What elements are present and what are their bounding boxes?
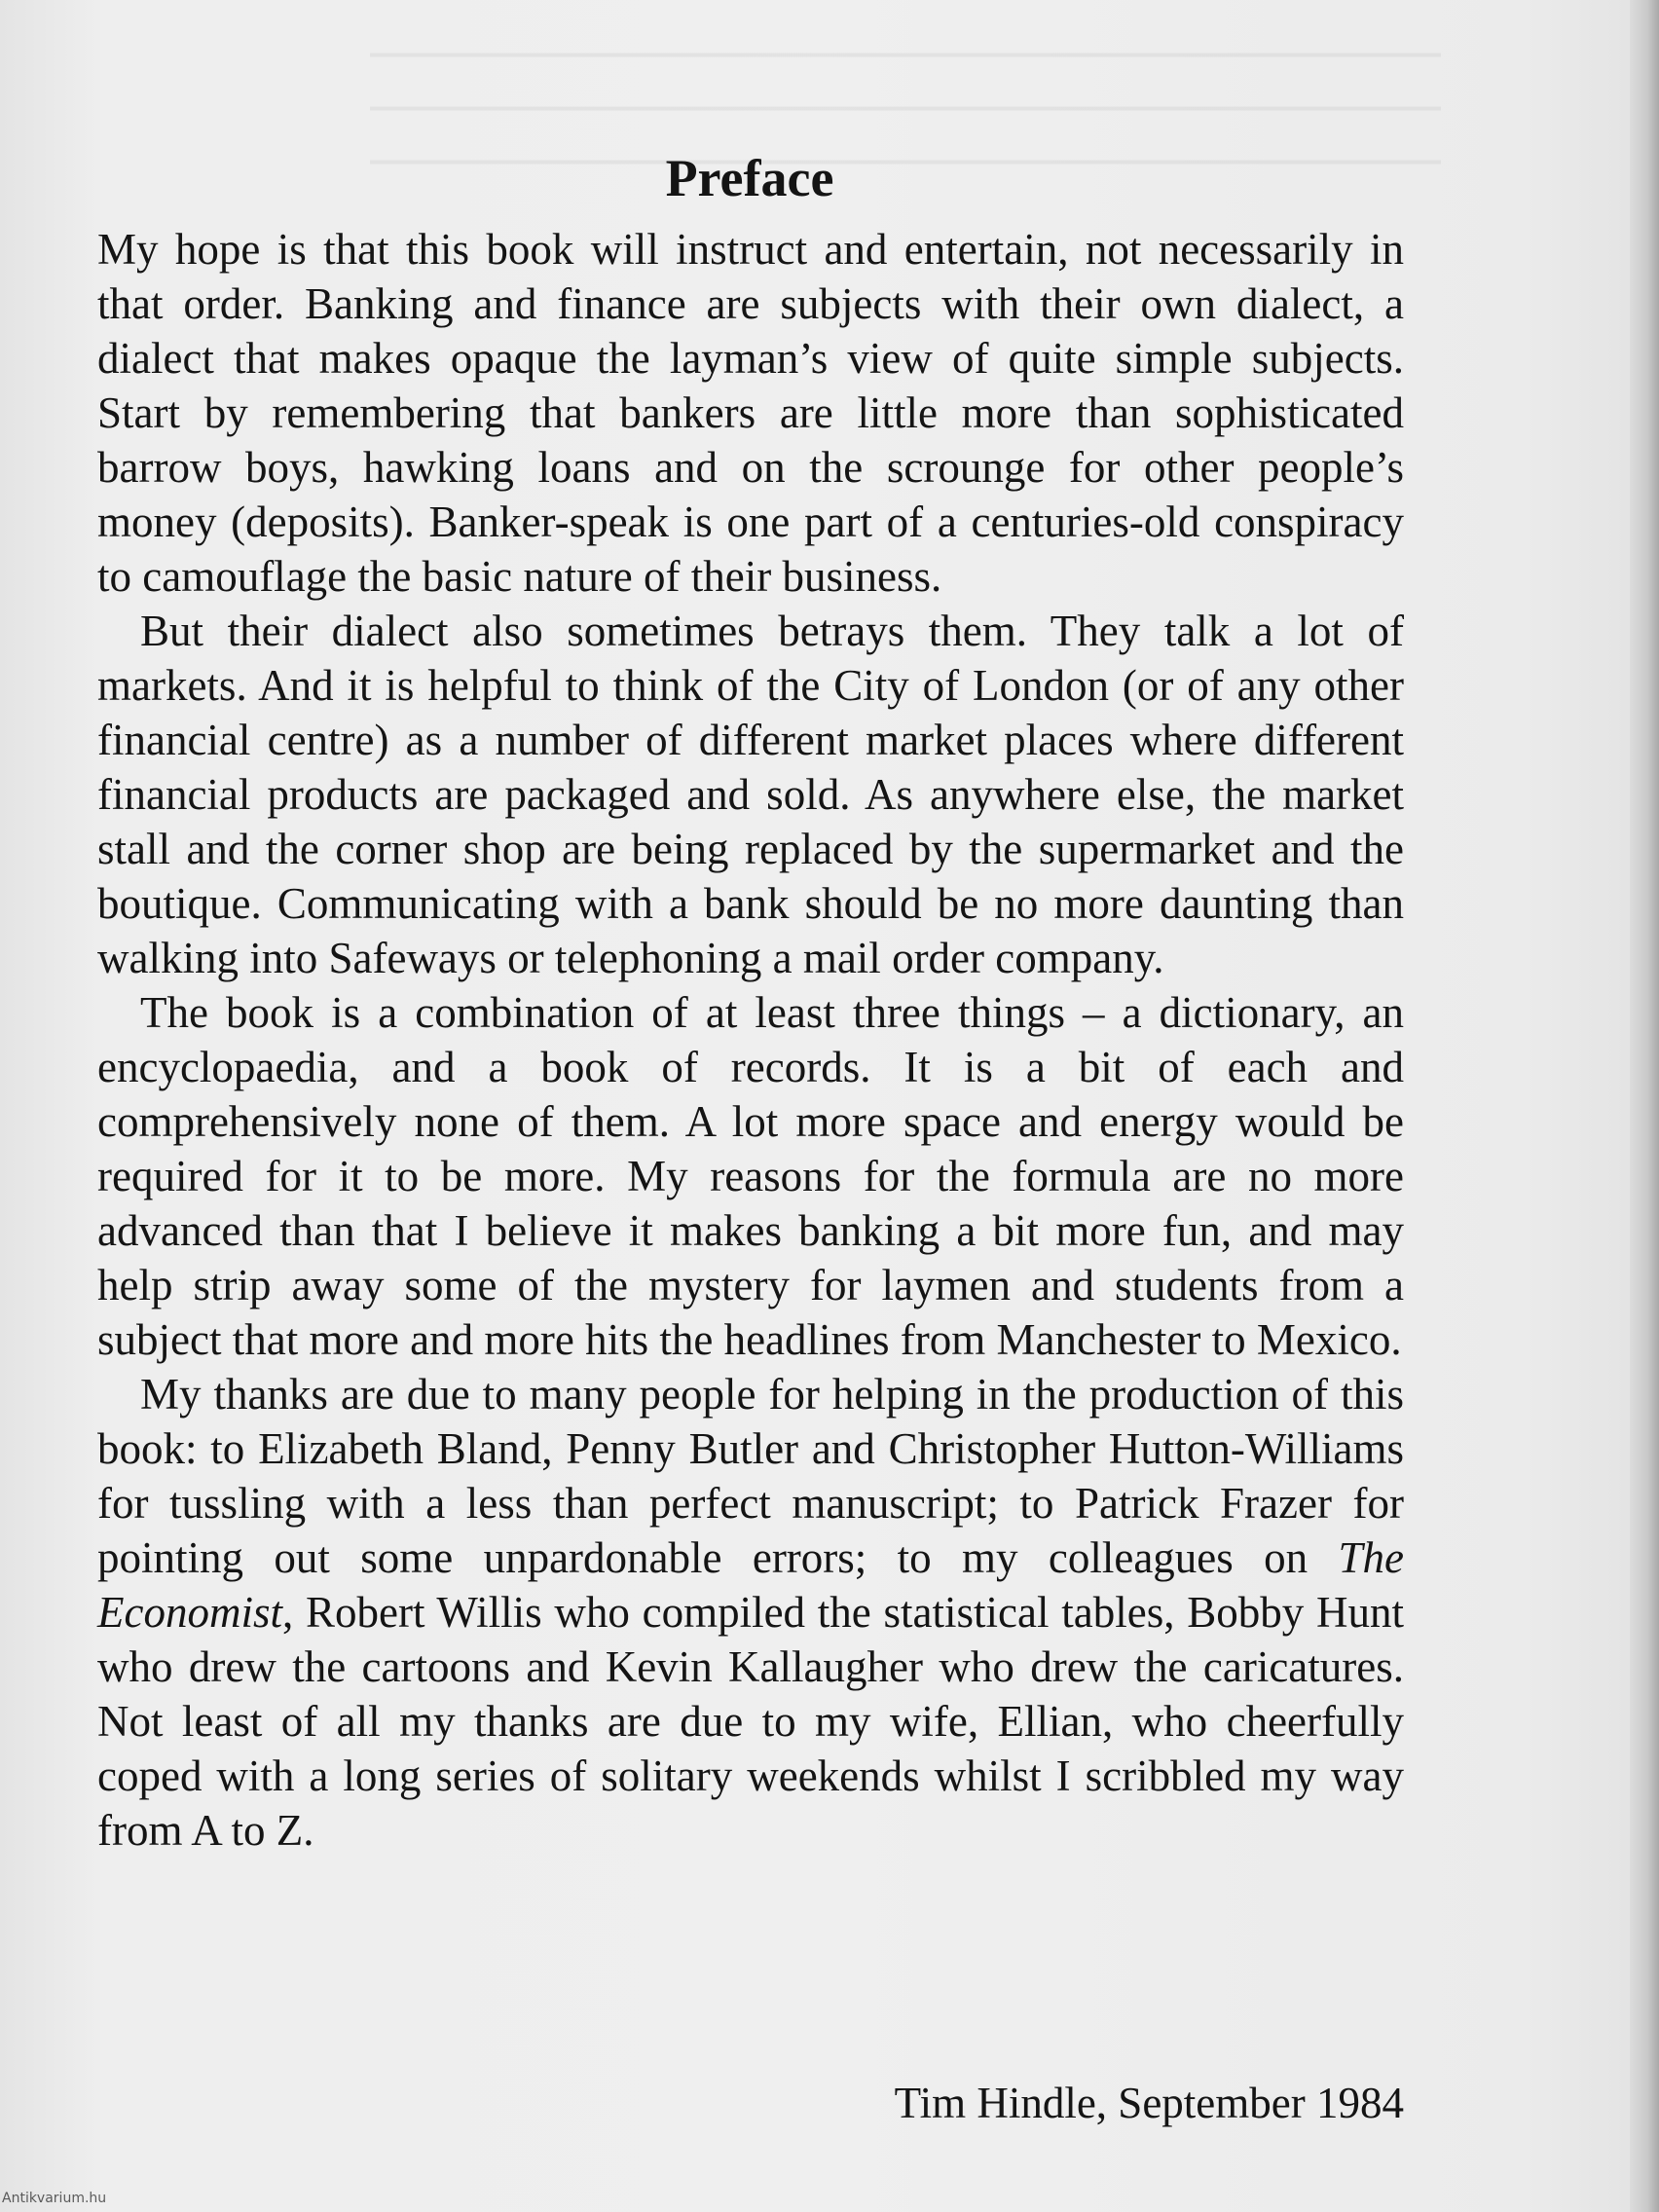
paragraph-1: My hope is that this book will instruct and entertain, not necessarily in that order. Banking and finance are subjects with their own dialect, a dialect that makes opaque the layman’s view of quite simple subjects. Start by remembering that bankers are little more than sophisticated barrow boys, hawking loans and on the scrounge for other people’s money (deposits). Banker-speak is one part of a centuries-old conspiracy to camouflage the basic nature of their business.: [97, 225, 1404, 601]
page-title: Preface: [665, 149, 834, 208]
publication-title: The Economist: [97, 1533, 1404, 1637]
paragraph-2: But their dialect also sometimes betrays them. They talk a lot of markets. And it is helpful to think of the City of London (or of any other financial centre) as a number of different market places where different financial products are packaged and sold. As anywhere else, the market stall and the corner shop are being replaced by the supermarket and the boutique. Communicating with a bank should be no more daunting than walking into Safeways or telephoning a mail order company.: [97, 607, 1404, 982]
thanks-text-end: , Robert Willis who compiled the statistical tables, Bobby Hunt who drew the cartoons and Kevin Kallaugher who drew the caricatures. Not least of all my thanks are due to my wife, Ellian, who cheerfully coped with a long series of solitary weekends whilst I scribbled my way from A to Z.: [97, 1588, 1404, 1855]
bleed-through-texture: [370, 19, 1441, 166]
preface-body: [97, 222, 1404, 1858]
paragraph-4: [97, 1367, 1404, 1858]
watermark: Antikvarium.hu: [2, 2191, 107, 2206]
paragraph-3: The book is a combination of at least three things – a dictionary, an encyclopaedia, and a book of records. It is a bit of each and comprehensively none of them. A lot more space and energy would be required for it to be more. My reasons for the formula are no more advanced than that I believe it makes banking a bit more fun, and may help strip away some of the mystery for laymen and students from a subject that more and more hits the headlines from Manchester to Mexico.: [97, 988, 1404, 1364]
author-signature: Tim Hindle, September 1984: [894, 2079, 1404, 2127]
thanks-text-start: My thanks are due to many people for helping in the production of this book: to Elizabeth Bland, Penny Butler and Christopher Hutton-Williams for tussling with a less than perfect manuscript; to Patrick Frazer for pointing out some unpardonable errors; to my colleagues on: [97, 1370, 1404, 1582]
page-edge-shadow: [1630, 0, 1659, 2212]
